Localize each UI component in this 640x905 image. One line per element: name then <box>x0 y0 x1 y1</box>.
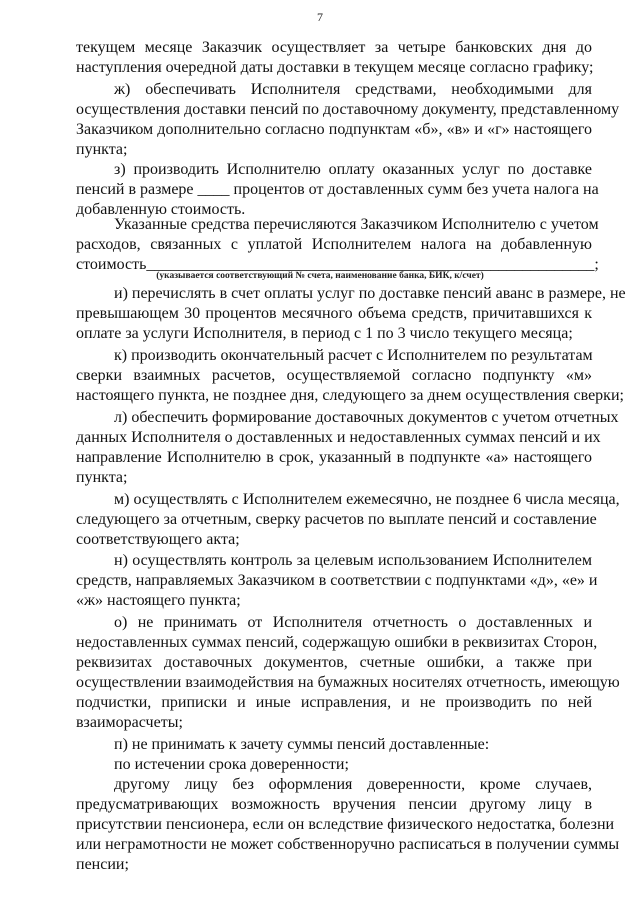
text-line: подчистки, приписки и иные исправления, и не производить по ней <box>76 694 592 711</box>
text-line: или неграмотности не может собственноручно расписаться в получении суммы <box>76 836 620 853</box>
text-line: стоимость________________________________________________________; <box>76 256 599 273</box>
text-line: взаиморасчеты; <box>76 714 183 731</box>
text-line: соответствующего акта; <box>76 531 240 548</box>
text-line: осуществлении взаимодействия на бумажных носителях отчетность, имеющую <box>76 674 620 691</box>
text-line: и) перечислять в счет оплаты услуг по доставке пенсий аванс в размере, не <box>114 285 626 302</box>
text-line: оплате за услуги Исполнителя, в период с 1 по 3 число текущего месяца; <box>76 325 573 342</box>
text-line: средств, направляемых Заказчиком в соответствии с подпунктами «д», «е» и <box>76 572 598 589</box>
text-line: другому лицу без оформления доверенности, кроме случаев, <box>114 776 592 793</box>
text-line: данных Исполнителя о доставленных и недоставленных суммах пенсий и их <box>76 429 601 446</box>
text-line: о) не принимать от Исполнителя отчетность о доставленных и <box>114 614 592 631</box>
text-line: реквизитах доставочных документов, счетные ошибки, а также при <box>76 654 592 671</box>
text-line: з) производить Исполнителю оплату оказанных услуг по доставке <box>114 161 592 178</box>
text-line: присутствии пенсионера, если он вследствие физического недостатка, болезни <box>76 816 615 833</box>
text-line: «ж» настоящего пункта; <box>76 592 241 609</box>
text-line: Заказчиком дополнительно согласно подпунктам «б», «в» и «г» настоящего <box>76 121 592 138</box>
text-line: следующего за отчетным, сверку расчетов по выплате пенсий и составление <box>76 511 597 528</box>
text-line: п) не принимать к зачету суммы пенсий доставленные: <box>114 736 490 753</box>
text-line: настоящего пункта, не позднее дня, следующего за днем осуществления сверки; <box>76 387 624 404</box>
text-line: превышающем 30 процентов месячного объема средств, причитавшихся к <box>76 305 592 322</box>
text-line: ж) обеспечивать Исполнителя средствами, необходимыми для <box>114 81 592 98</box>
text-line: предусматривающих возможность вручения пенсии другому лицу в <box>76 796 592 813</box>
text-line: сверки взаимных расчетов, осуществляемой согласно подпункту «м» <box>76 367 592 384</box>
text-line: н) осуществлять контроль за целевым использованием Исполнителем <box>114 552 592 569</box>
text-line: по истечении срока доверенности; <box>114 756 349 773</box>
text-line: расходов, связанных с уплатой Исполнителем налога на добавленную <box>76 236 592 253</box>
text-line: осуществления доставки пенсий по доставочному документу, представленному <box>76 101 620 118</box>
text-line: л) обеспечить формирование доставочных документов с учетом отчетных <box>114 409 619 426</box>
text-line: пункта; <box>76 141 128 158</box>
text-line: текущем месяце Заказчик осуществляет за четыре банковских дня до <box>76 39 592 56</box>
field-caption: (указывается соответствующий № счета, наименование банка, БИК, к/счет) <box>156 271 484 281</box>
text-line: Указанные средства перечисляются Заказчиком Исполнителю с учетом <box>114 216 599 233</box>
text-line: пенсии; <box>76 856 129 873</box>
text-line: наступления очередной даты доставки в текущем месяце согласно графику; <box>76 59 594 76</box>
text-line: направление Исполнителю в срок, указанный в подпункте «а» настоящего <box>76 449 592 466</box>
page-number: 7 <box>317 10 323 24</box>
text-line: пенсий в размере ____ процентов от доставленных сумм без учета налога на <box>76 181 599 198</box>
text-line: м) осуществлять с Исполнителем ежемесячно, не позднее 6 числа месяца, <box>114 491 620 508</box>
text-line: недоставленных суммах пенсий, содержащую ошибки в реквизитах Сторон, <box>76 634 598 651</box>
text-line: добавленную стоимость. <box>76 201 246 218</box>
text-line: пункта; <box>76 469 128 486</box>
text-line: к) производить окончательный расчет с Исполнителем по результатам <box>114 347 593 364</box>
